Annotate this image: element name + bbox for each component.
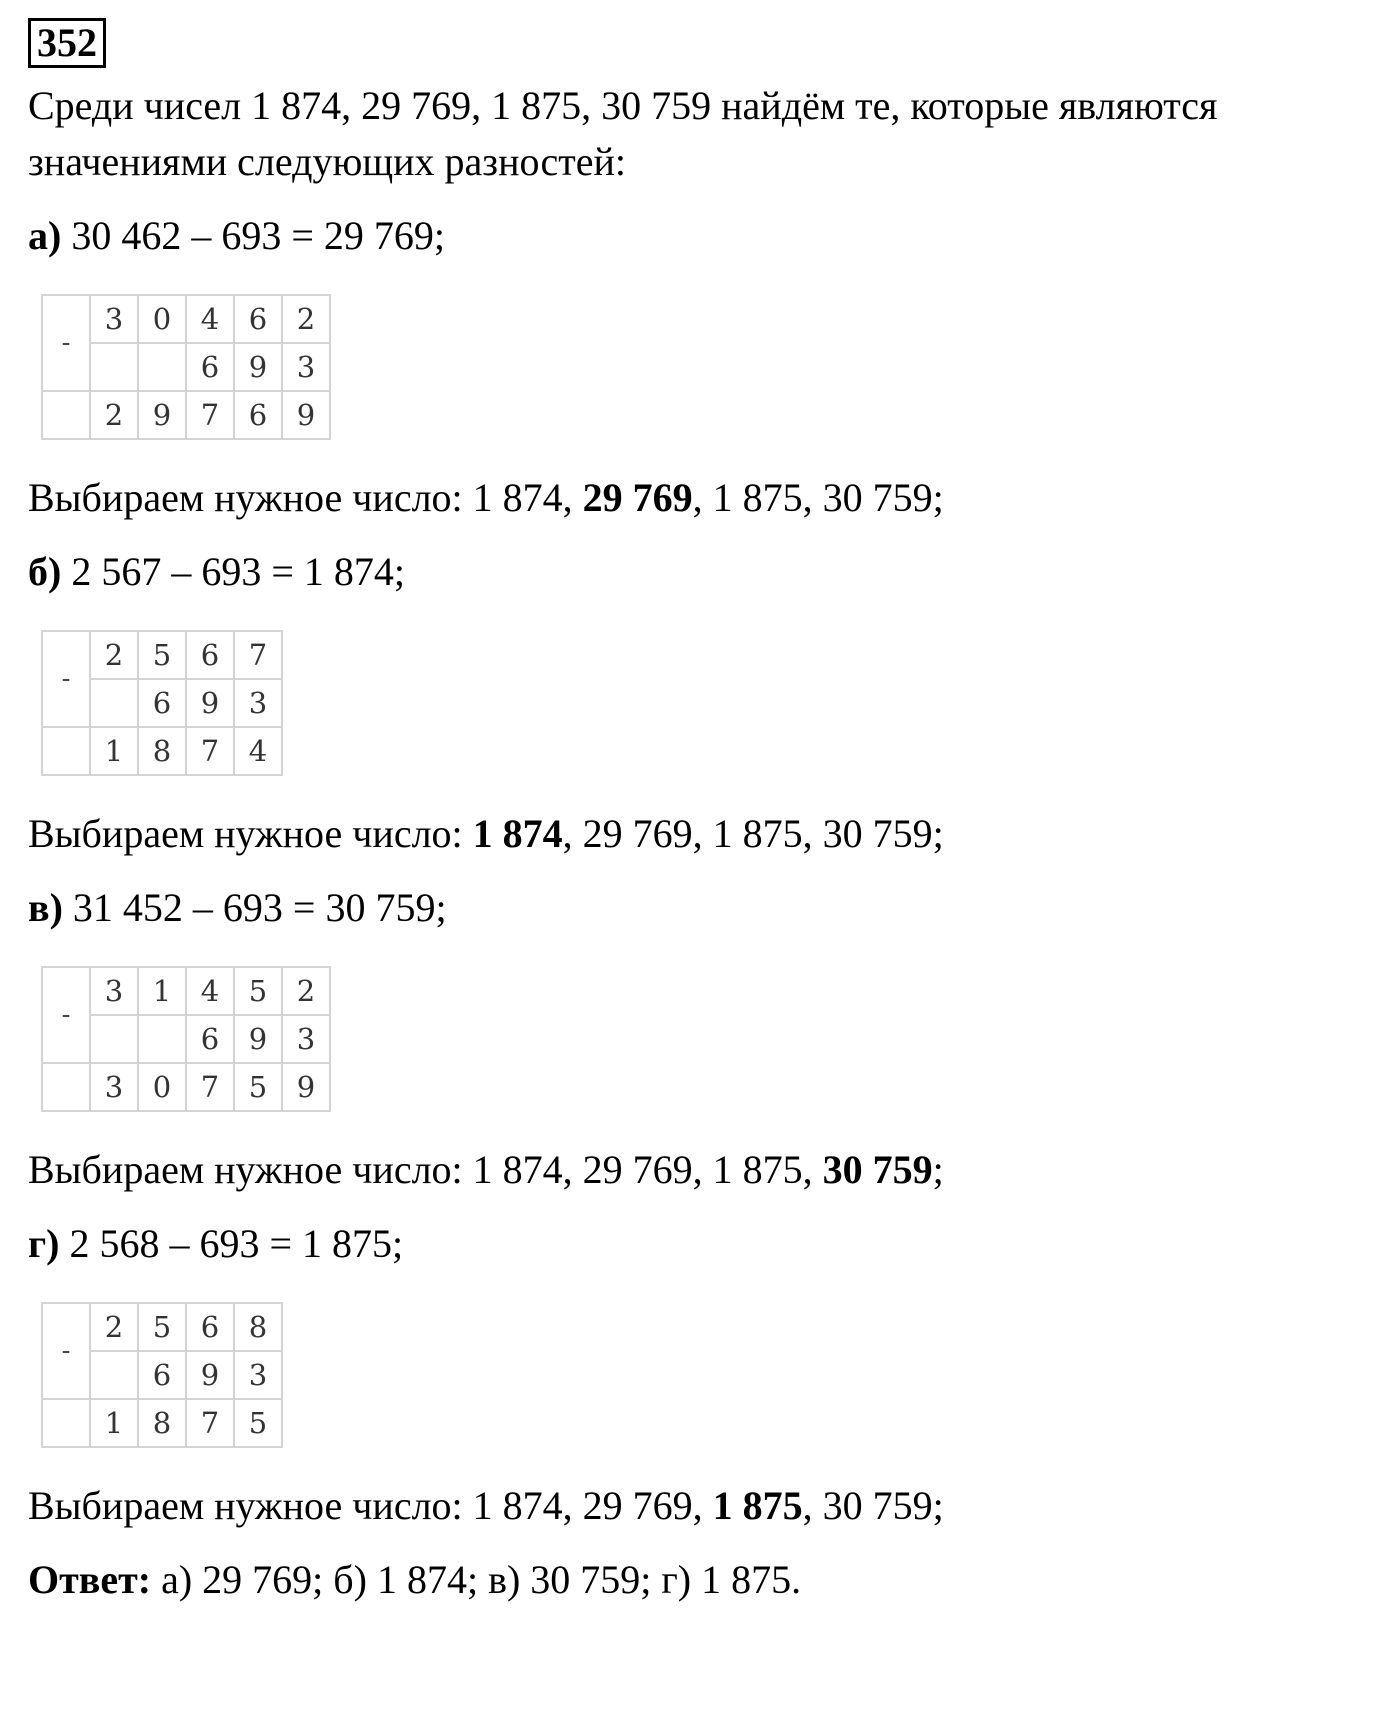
digit-cell: 2 bbox=[282, 967, 330, 1015]
result-row bbox=[42, 1063, 330, 1111]
digit-cell: 2 bbox=[90, 631, 138, 679]
candidate-number: 1 874 bbox=[472, 1147, 563, 1192]
choice-line: Выбираем нужное число: 1 874, 29 769, 1 875, 30 759; bbox=[28, 1147, 944, 1192]
digit-cell: 9 bbox=[138, 391, 186, 439]
choice-prefix: Выбираем нужное число: bbox=[28, 475, 463, 520]
digit-cell: 3 bbox=[282, 1015, 330, 1063]
column-subtraction-table bbox=[41, 630, 283, 776]
digit-cell: 4 bbox=[234, 727, 282, 775]
digit-cell: 6 bbox=[186, 1303, 234, 1351]
solution-parts bbox=[28, 208, 1368, 1534]
candidate-number: 1 874 bbox=[472, 475, 563, 520]
digit-cell: 9 bbox=[186, 1351, 234, 1399]
candidate-number: 30 759 bbox=[822, 811, 933, 856]
choice-prefix: Выбираем нужное число: bbox=[28, 1147, 463, 1192]
minus-sign: - bbox=[42, 967, 90, 1063]
operand-row bbox=[42, 967, 330, 1015]
digit-cell: 9 bbox=[186, 679, 234, 727]
empty-cell bbox=[42, 727, 90, 775]
choice-line: Выбираем нужное число: 1 874, 29 769, 1 875, 30 759; bbox=[28, 811, 944, 856]
digit-cell: 3 bbox=[90, 967, 138, 1015]
digit-cell: 5 bbox=[234, 967, 282, 1015]
part-heading bbox=[28, 1216, 1368, 1272]
candidate-number: 1 875 bbox=[712, 1147, 803, 1192]
empty-cell bbox=[42, 391, 90, 439]
digit-cell: 3 bbox=[90, 1063, 138, 1111]
choice-prefix: Выбираем нужное число: bbox=[28, 1483, 463, 1528]
operand-row bbox=[42, 295, 330, 343]
part-label: б) bbox=[28, 549, 62, 594]
digit-cell: 9 bbox=[282, 391, 330, 439]
digit-cell: 5 bbox=[234, 1399, 282, 1447]
digit-cell: 6 bbox=[186, 1015, 234, 1063]
digit-cell: 7 bbox=[186, 1063, 234, 1111]
operand-row bbox=[42, 1303, 282, 1351]
minus-sign: - bbox=[42, 1303, 90, 1399]
digit-cell bbox=[90, 1015, 138, 1063]
digit-cell: 2 bbox=[90, 1303, 138, 1351]
digit-cell: 2 bbox=[90, 391, 138, 439]
digit-cell: 3 bbox=[234, 1351, 282, 1399]
digit-cell: 1 bbox=[138, 967, 186, 1015]
digit-cell: 6 bbox=[186, 631, 234, 679]
task-number: 352 bbox=[28, 18, 106, 68]
candidate-number: 1 874 bbox=[472, 1483, 563, 1528]
result-row bbox=[42, 1399, 282, 1447]
part-expression: 2 567 – 693 = 1 874; bbox=[71, 549, 405, 594]
digit-cell: 6 bbox=[234, 391, 282, 439]
part-label: г) bbox=[28, 1221, 60, 1266]
minus-sign: - bbox=[42, 631, 90, 727]
operand-row bbox=[42, 631, 282, 679]
digit-cell: 4 bbox=[186, 967, 234, 1015]
empty-cell bbox=[42, 1063, 90, 1111]
candidate-number: 1 875 bbox=[712, 811, 803, 856]
choice-line: Выбираем нужное число: 1 874, 29 769, 1 875, 30 759; bbox=[28, 1483, 944, 1528]
digit-cell: 6 bbox=[138, 1351, 186, 1399]
part-label: в) bbox=[28, 885, 63, 930]
digit-cell: 1 bbox=[90, 727, 138, 775]
empty-cell bbox=[42, 1399, 90, 1447]
candidate-number: 30 759 bbox=[822, 475, 933, 520]
digit-cell: 6 bbox=[186, 343, 234, 391]
digit-cell: 2 bbox=[282, 295, 330, 343]
part-heading bbox=[28, 544, 1368, 600]
digit-cell: 7 bbox=[234, 631, 282, 679]
candidate-number: 1 875 bbox=[712, 475, 803, 520]
minus-sign: - bbox=[42, 295, 90, 391]
choice-prefix: Выбираем нужное число: bbox=[28, 811, 463, 856]
part-expression: 31 452 – 693 = 30 759; bbox=[72, 885, 447, 930]
digit-cell bbox=[138, 1015, 186, 1063]
column-subtraction-table bbox=[41, 966, 331, 1112]
part-heading bbox=[28, 880, 1368, 936]
digit-cell: 0 bbox=[138, 1063, 186, 1111]
candidate-number: 29 769 bbox=[582, 1483, 693, 1528]
column-subtraction-table bbox=[41, 1302, 283, 1448]
digit-cell: 1 bbox=[90, 1399, 138, 1447]
intro-text: Среди чисел 1 874, 29 769, 1 875, 30 759 найдём те, которые являются значениями следующих разностей: bbox=[28, 83, 1218, 184]
digit-cell: 8 bbox=[138, 727, 186, 775]
digit-cell: 7 bbox=[186, 727, 234, 775]
digit-cell: 6 bbox=[138, 679, 186, 727]
part-label: а) bbox=[28, 213, 62, 258]
result-row bbox=[42, 391, 330, 439]
digit-cell bbox=[90, 1351, 138, 1399]
digit-cell: 5 bbox=[234, 1063, 282, 1111]
digit-cell: 3 bbox=[234, 679, 282, 727]
part-heading bbox=[28, 208, 1368, 264]
digit-cell: 3 bbox=[282, 343, 330, 391]
answer-line bbox=[28, 1552, 1368, 1608]
digit-cell: 0 bbox=[138, 295, 186, 343]
selected-number: 1 874 bbox=[472, 811, 563, 856]
selected-number: 29 769 bbox=[582, 475, 693, 520]
digit-cell: 5 bbox=[138, 631, 186, 679]
digit-cell: 8 bbox=[234, 1303, 282, 1351]
document-page bbox=[28, 18, 1368, 1608]
digit-cell: 3 bbox=[90, 295, 138, 343]
column-subtraction-table bbox=[41, 294, 331, 440]
digit-cell: 6 bbox=[234, 295, 282, 343]
candidate-number: 30 759 bbox=[822, 1483, 933, 1528]
digit-cell bbox=[90, 343, 138, 391]
digit-cell: 9 bbox=[234, 1015, 282, 1063]
selected-number: 1 875 bbox=[712, 1483, 803, 1528]
selected-number: 30 759 bbox=[822, 1147, 933, 1192]
choice-line: Выбираем нужное число: 1 874, 29 769, 1 875, 30 759; bbox=[28, 475, 944, 520]
result-row bbox=[42, 727, 282, 775]
digit-cell: 9 bbox=[282, 1063, 330, 1111]
digit-cell: 4 bbox=[186, 295, 234, 343]
digit-cell: 7 bbox=[186, 391, 234, 439]
candidate-number: 29 769 bbox=[582, 811, 693, 856]
digit-cell: 9 bbox=[234, 343, 282, 391]
digit-cell: 8 bbox=[138, 1399, 186, 1447]
digit-cell bbox=[90, 679, 138, 727]
part-expression: 2 568 – 693 = 1 875; bbox=[69, 1221, 404, 1266]
candidate-number: 29 769 bbox=[582, 1147, 693, 1192]
digit-cell: 7 bbox=[186, 1399, 234, 1447]
digit-cell bbox=[138, 343, 186, 391]
answer-text: а) 29 769; б) 1 874; в) 30 759; г) 1 875. bbox=[161, 1557, 802, 1602]
answer-label: Ответ: bbox=[28, 1557, 152, 1602]
digit-cell: 5 bbox=[138, 1303, 186, 1351]
part-expression: 30 462 – 693 = 29 769; bbox=[71, 213, 445, 258]
